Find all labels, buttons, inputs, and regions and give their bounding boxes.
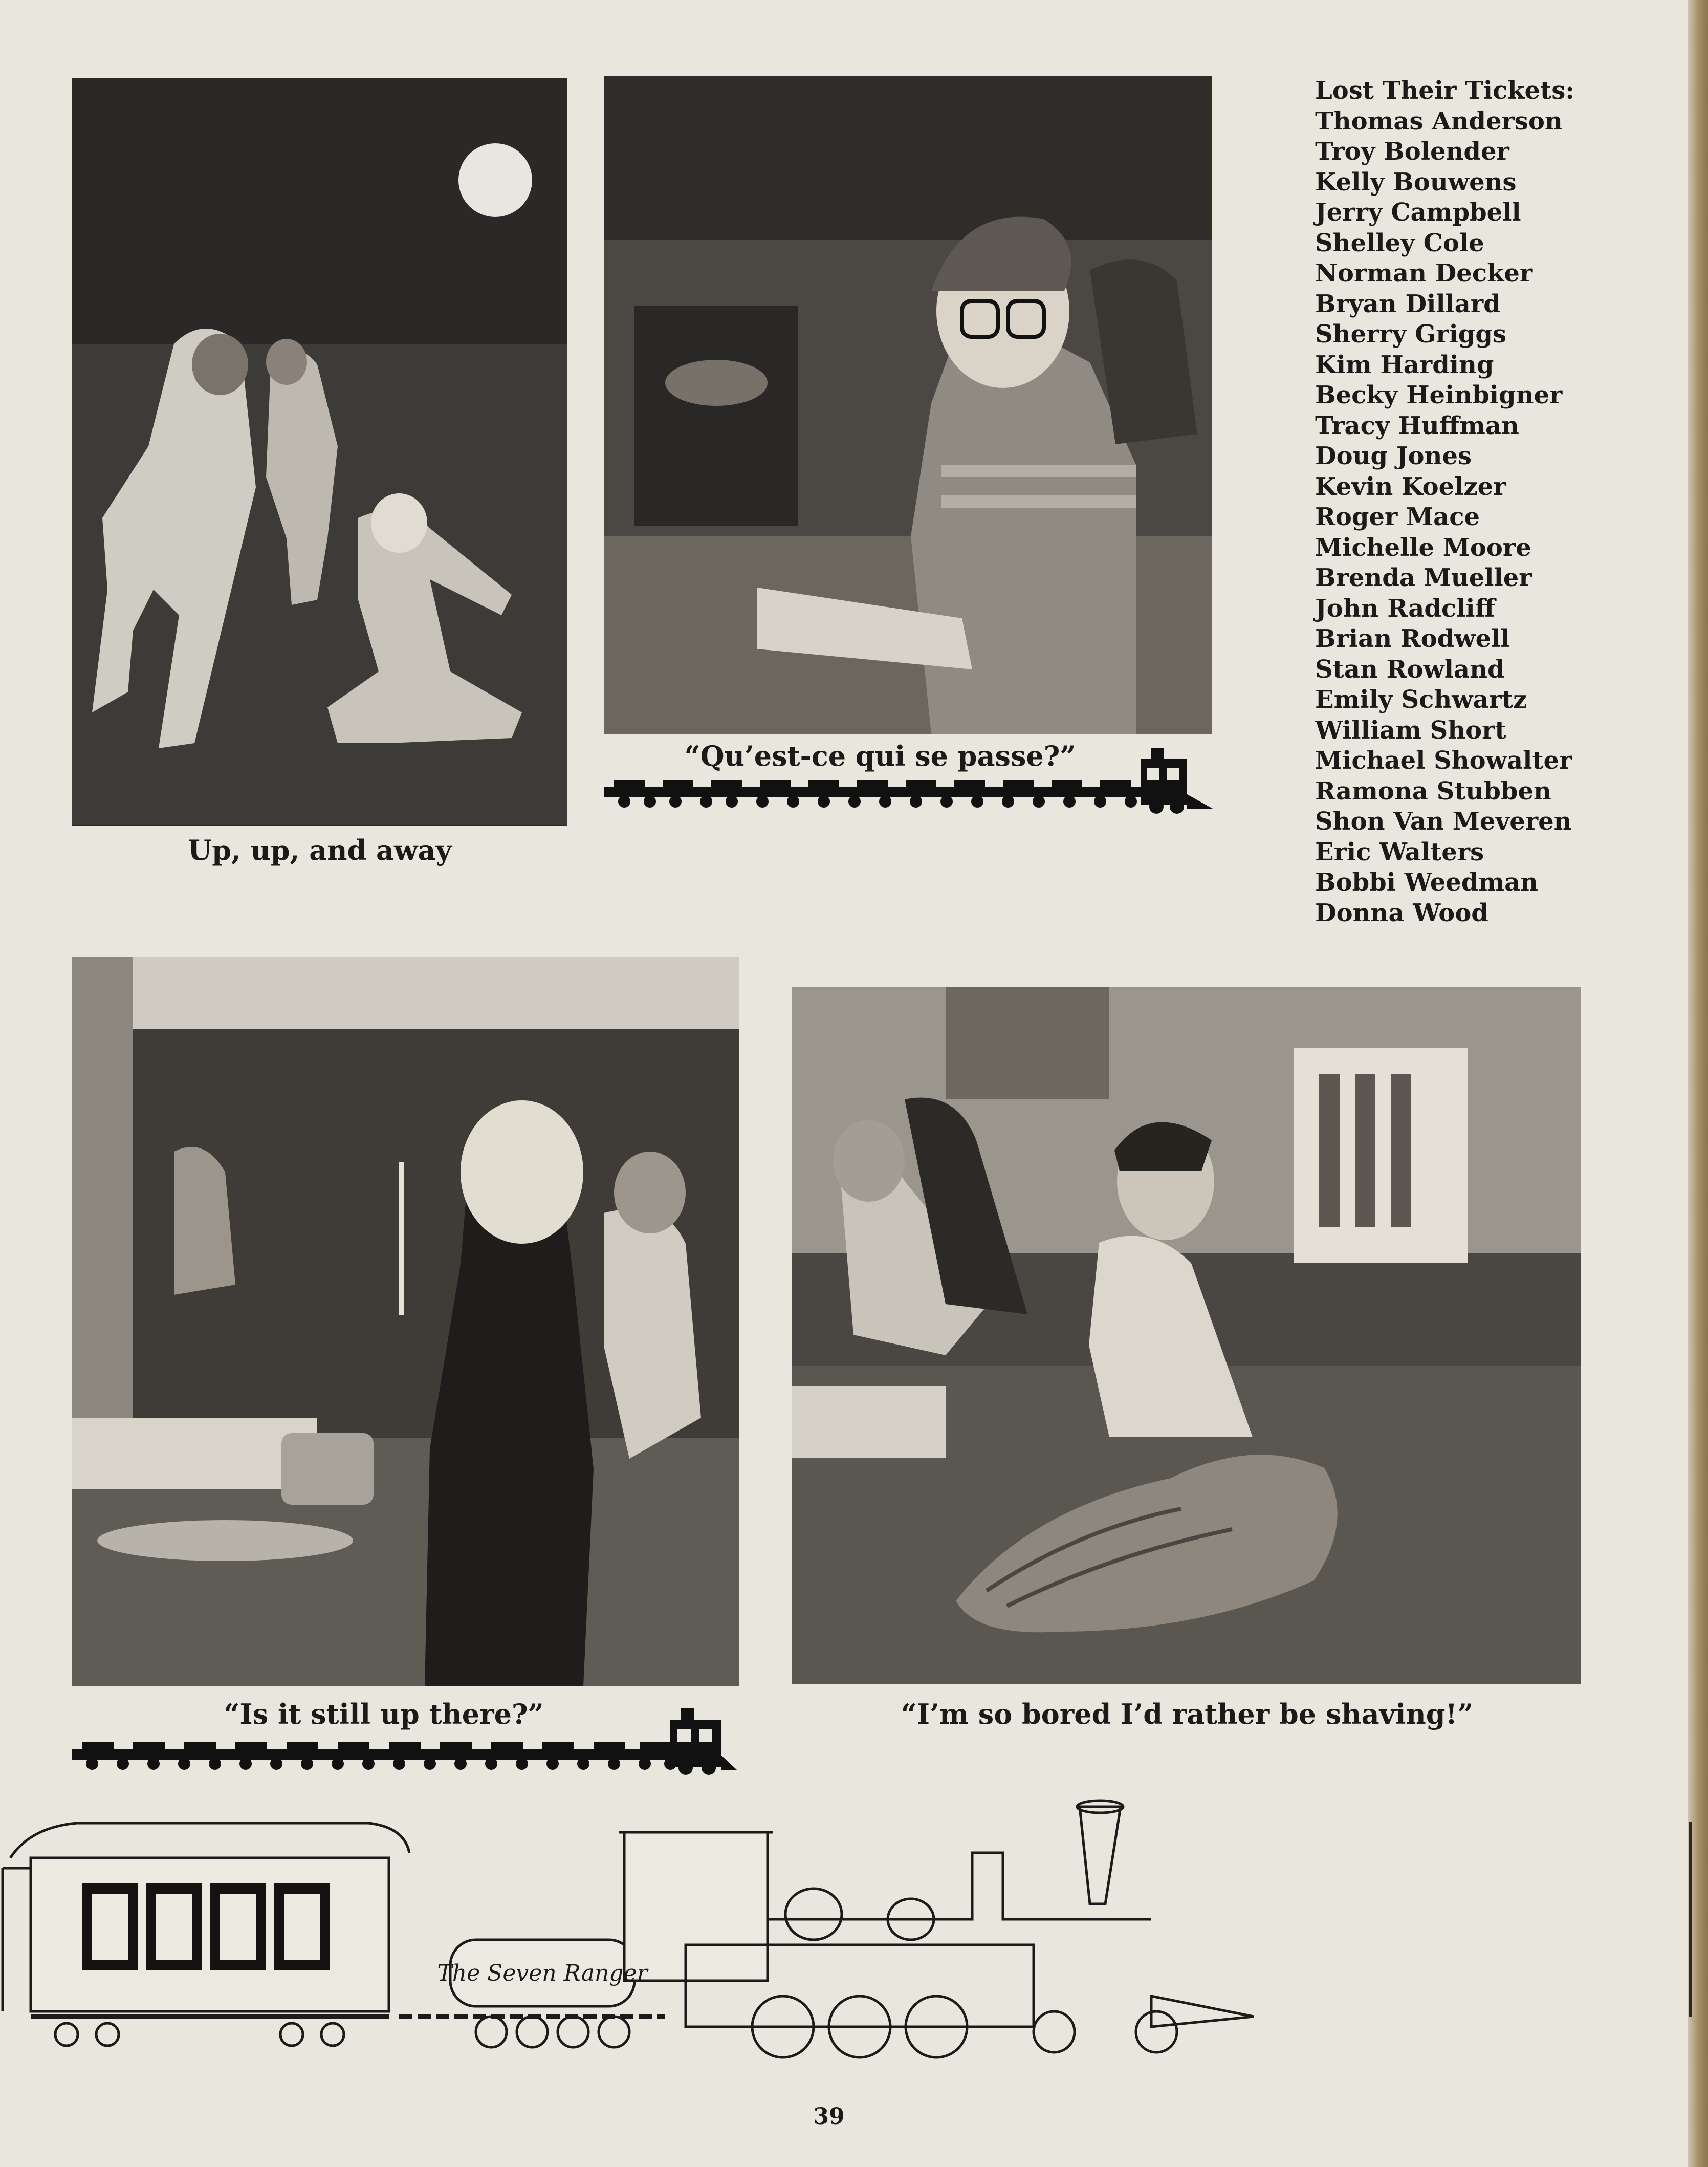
locomotive-sign-text: The Seven Ranger	[437, 1960, 648, 1986]
dance-photo	[72, 78, 567, 826]
ticket-name: Kelly Bouwens	[1315, 167, 1517, 197]
ticket-name: Roger Mace	[1315, 503, 1480, 531]
ticket-name: Becky Heinbigner	[1315, 381, 1563, 409]
science-lab-photo-caption: “Is it still up there?”	[224, 1698, 544, 1730]
ticket-name: Kim Harding	[1315, 350, 1494, 379]
ticket-name: Michael Showalter	[1315, 746, 1572, 775]
locomotive-cab	[624, 1832, 768, 1981]
french-class-photo	[604, 76, 1212, 734]
science-lab-photo-image	[72, 957, 739, 1686]
locomotive-smokestack	[1080, 1807, 1121, 1904]
dance-photo-caption: Up, up, and away	[188, 834, 452, 866]
ticket-name: William Short	[1315, 716, 1506, 745]
ticket-name: Donna Wood	[1315, 898, 1488, 927]
ticket-name: John Radcliff	[1315, 594, 1495, 623]
ticket-name: Brenda Mueller	[1315, 564, 1532, 592]
ticket-name: Eric Walters	[1315, 837, 1484, 866]
ticket-name: Kevin Koelzer	[1315, 472, 1506, 501]
lost-tickets-heading: Lost Their Tickets:	[1315, 76, 1574, 105]
ticket-name: Doug Jones	[1315, 442, 1472, 470]
ticket-name: Ramona Stubben	[1315, 776, 1551, 806]
ticket-name: Emily Schwartz	[1315, 685, 1527, 714]
passenger-car-roof	[10, 1823, 409, 1858]
ticket-name: Brian Rodwell	[1315, 624, 1510, 653]
ticket-name: Stan Rowland	[1315, 655, 1505, 684]
ticket-name: Michelle Moore	[1315, 533, 1531, 562]
ticket-name: Shelley Cole	[1315, 228, 1484, 257]
ticket-name: Thomas Anderson	[1315, 106, 1563, 136]
train-strip-icon	[604, 748, 1213, 815]
french-class-photo-image	[604, 76, 1212, 734]
ticket-name: Tracy Huffman	[1315, 411, 1519, 440]
page-number: 39	[813, 2104, 845, 2130]
science-lab-photo	[72, 957, 739, 1686]
dance-photo-image	[72, 78, 567, 826]
train-strip-icon	[72, 1704, 737, 1776]
ticket-name: Jerry Campbell	[1315, 198, 1521, 227]
page-binding-line	[1689, 1822, 1692, 2017]
classroom-sleeping-bag-photo	[792, 987, 1581, 1684]
steam-locomotive-illustration	[0, 1791, 1279, 2068]
ticket-name: Sherry Griggs	[1315, 320, 1506, 349]
ticket-name: Bobbi Weedman	[1315, 868, 1539, 897]
ticket-name: Troy Bolender	[1315, 137, 1509, 166]
classroom-sleeping-bag-photo-image	[792, 987, 1581, 1684]
lost-tickets-list	[1315, 76, 1574, 928]
ticket-name: Bryan Dillard	[1315, 289, 1501, 318]
classroom-sleeping-bag-photo-caption: “I’m so bored I’d rather be shaving!”	[901, 1698, 1474, 1730]
ticket-name: Shon Van Meveren	[1315, 807, 1572, 836]
ticket-name: Norman Decker	[1315, 259, 1533, 288]
french-class-photo-caption: “Qu’est-ce qui se passe?”	[684, 740, 1076, 772]
